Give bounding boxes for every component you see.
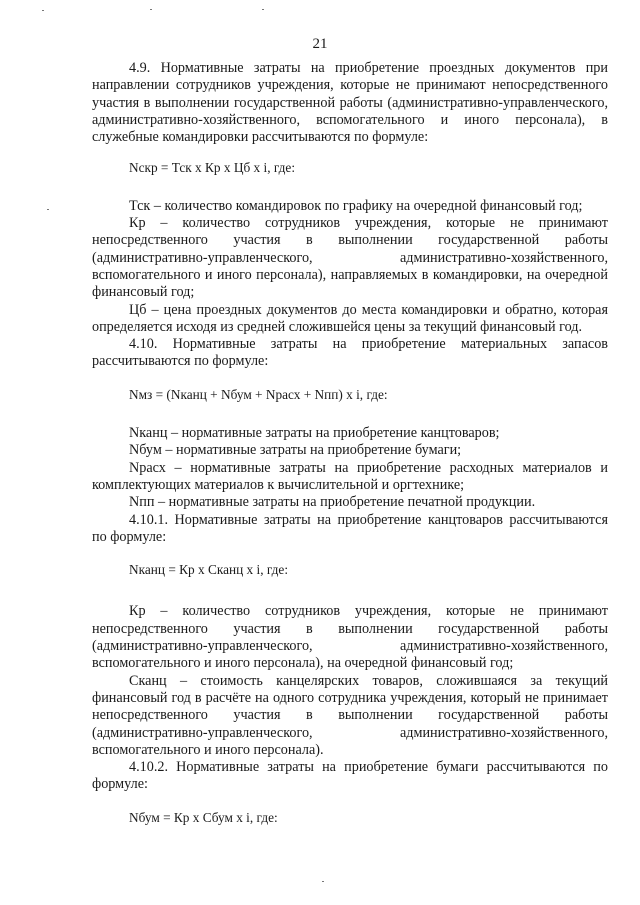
formula-nmz: Nмз = (Nканц + Nбум + Nрасх + Nпп) х i, где: [129, 386, 388, 402]
paragraph-4-10-2: 4.10.2. Нормативные затраты на приобретение бумаги рассчитываются по формуле: [92, 759, 608, 793]
document-body [92, 60, 608, 826]
scan-speck [47, 209, 49, 210]
formula-nbum: Nбум = Кр х Сбум х i, где: [129, 809, 278, 825]
definition-kr: Кр – количество сотрудников учреждения, которые не принимают непосредственного участия в выполнении государственной работы (административно-управленческого, административно-хозяйственного, вспомогательного и иного персонала), направляемых в командировки, на очередной финансовый год; [92, 215, 608, 301]
definition-nkants: Nканц – нормативные затраты на приобретение канцтоваров; [129, 425, 500, 442]
formula-nkants: Nканц = Кр х Сканц х i, где: [129, 562, 289, 578]
scan-speck [150, 9, 152, 10]
scan-speck [322, 881, 324, 882]
definition-tsb: Цб – цена проездных документов до места командировки и обратно, которая определяется исходя из средней сложившейся цены за текущий финансовый год. [92, 301, 608, 335]
scan-speck [42, 10, 44, 11]
paragraph-4-9: 4.9. Нормативные затраты на приобретение проездных документов при направлении сотрудников учреждения, которые не принимают непосредственного участия в выполнении государственной работы (административно-управленческого, административно-хозяйственного, вспомогательного и иного персонала), в служебные командировки рассчитываются по формуле: [92, 60, 608, 146]
scan-speck [262, 9, 264, 10]
definition-skants: Сканц – стоимость канцелярских товаров, сложившаяся за текущий финансовый год в расчёте на одного сотрудника учреждения, который не принимает непосредственного участия в выполнении государственной работы (административно-управленческого, административно-хозяйственного, вспомогательного и иного персонала). [92, 672, 608, 758]
definition-nraskh: Nрасх – нормативные затраты на приобретение расходных материалов и комплектующих материалов к вычислительной и оргтехнике; [92, 459, 608, 493]
definition-tsk: Тск – количество командировок по графику на очередной финансовый год; [129, 197, 583, 214]
definition-npp: Nпп – нормативные затраты на приобретение печатной продукции. [129, 494, 536, 511]
paragraph-4-10: 4.10. Нормативные затраты на приобретение материальных запасов рассчитываются по формуле: [92, 336, 608, 370]
formula-nskr: Nскр = Тск х Кр х Цб х i, где: [129, 160, 296, 176]
definition-kr: Кр – количество сотрудников учреждения, которые не принимают непосредственного участия в выполнении государственной работы (административно-управленческого, административно-хозяйственного, вспомогательного и иного персонала), на очередной финансовый год; [92, 603, 608, 672]
page-number: 21 [312, 36, 328, 52]
paragraph-4-10-1: 4.10.1. Нормативные затраты на приобретение канцтоваров рассчитываются по формуле: [92, 511, 608, 545]
definition-nbum: Nбум – нормативные затраты на приобретение бумаги; [129, 442, 462, 459]
